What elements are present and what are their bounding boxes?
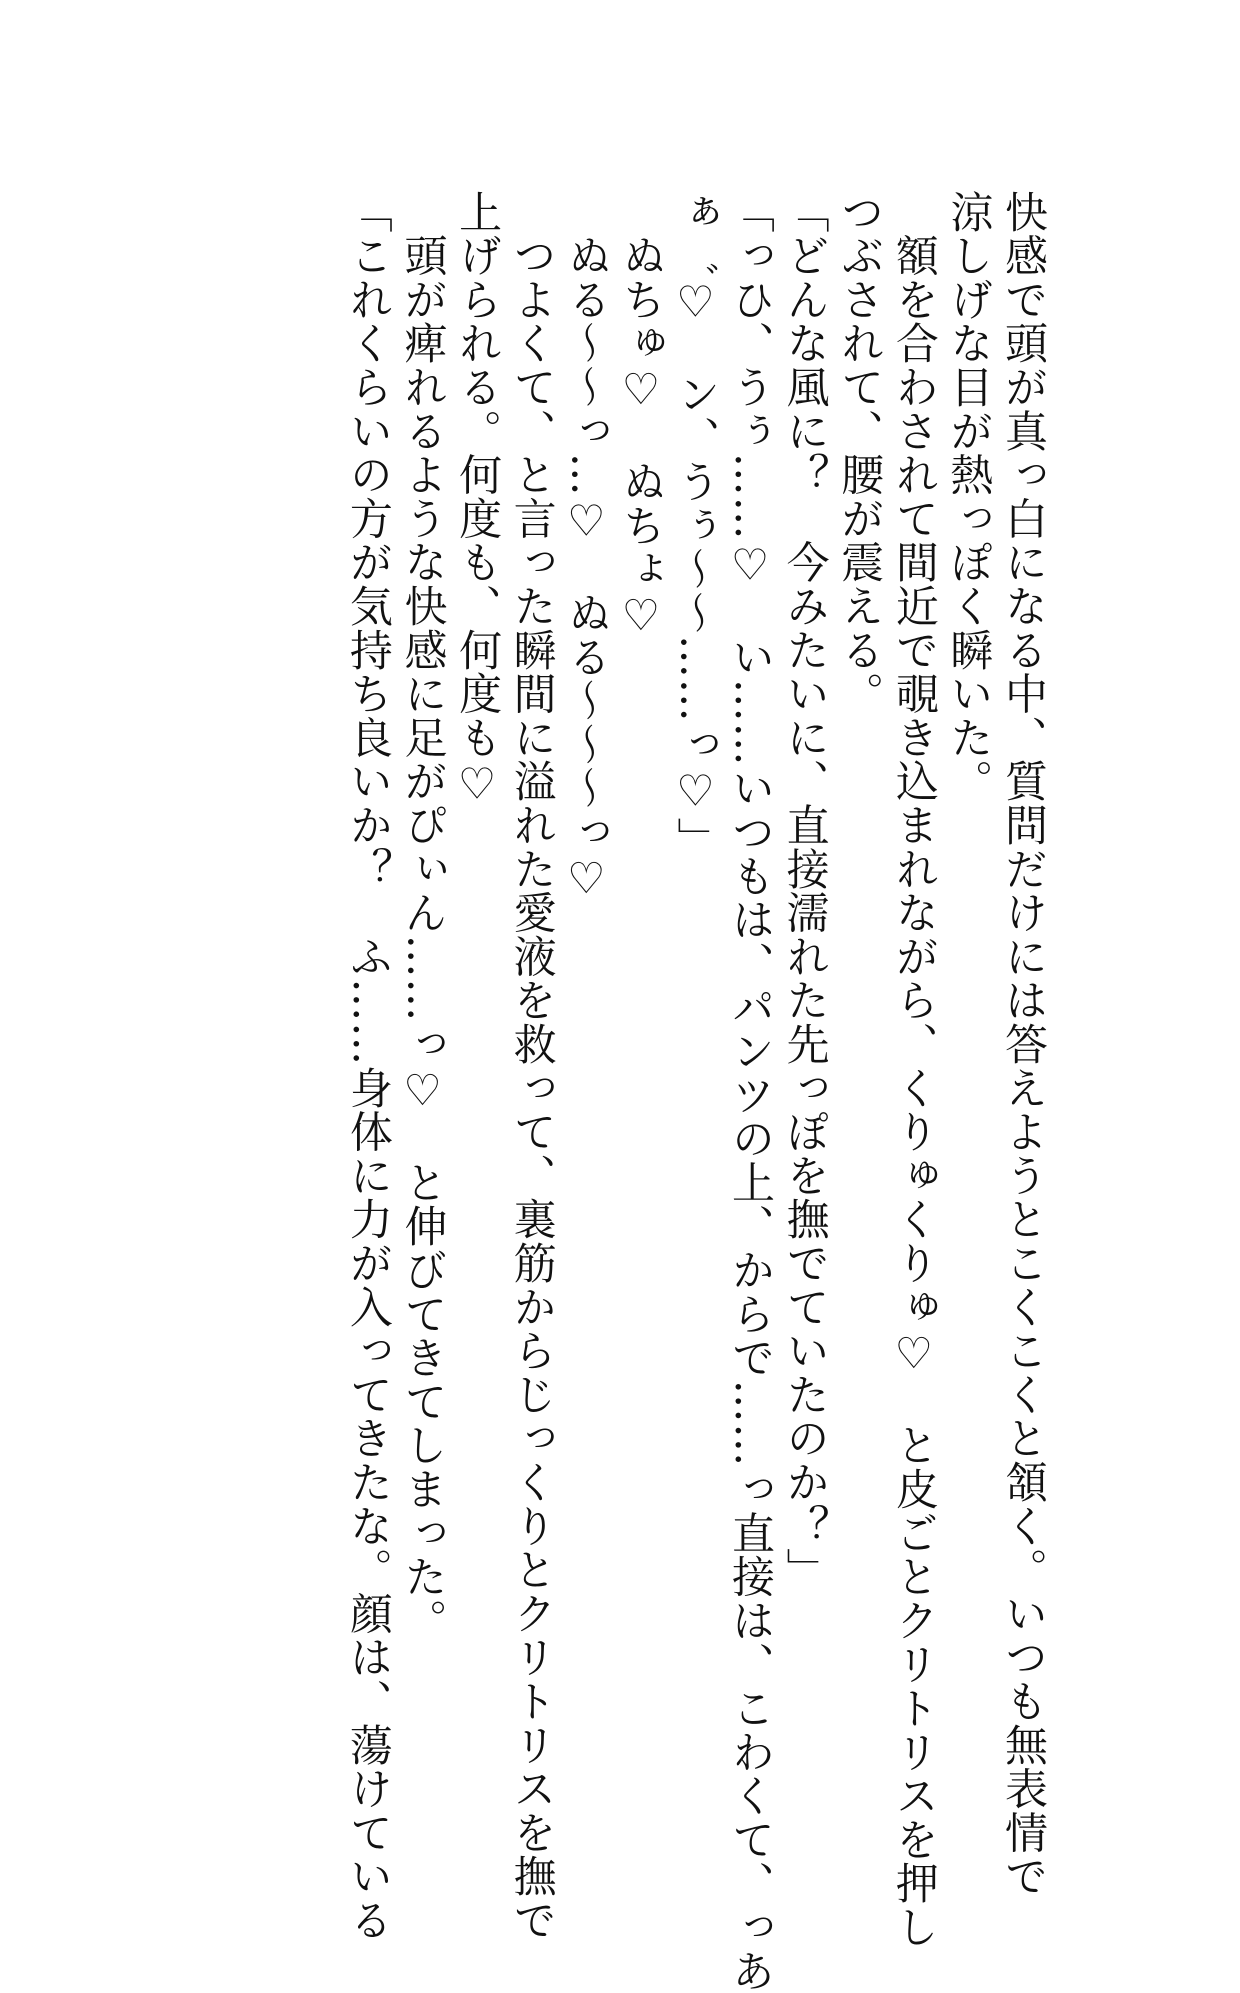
text-line: 快感で頭が真っ白になる中、質問だけには答えようとこくこくと頷く。いつも無表情で	[998, 190, 1048, 1899]
text-line: ぬる〜〜っ…♡ ぬる〜〜〜っ♡	[561, 190, 612, 905]
vertical-text-body	[170, 190, 1050, 1993]
text-line: 「これくらいの方が気持ち良いか？ ふ……身体に力が入ってきたな。顔は、蕩けている	[342, 190, 393, 1942]
text-line: 頭が痺れるような快感に足がぴぃん……っ♡ と伸びてきてしまった。	[397, 190, 448, 1643]
text-line: 額を合わされて間近で覗き込まれながら、くりゅくりゅ♡ と皮ごとクリトリスを押し	[888, 190, 939, 1949]
text-line: つぶされて、腰が震える。	[834, 190, 885, 716]
text-line: つよくて、と言った瞬間に溢れた愛液を救って、裏筋からじっくりとクリトリスを撫で	[506, 190, 557, 1942]
text-line: 上げられる。何度も、何度も♡	[452, 190, 503, 811]
text-line: ぬちゅ♡ ぬちょ♡	[615, 190, 666, 642]
text-line: 涼しげな目が熱っぽく瞬いた。	[943, 190, 994, 804]
text-line: ぁ゛♡ ン、うぅ〜〜……っ♡」	[670, 190, 721, 861]
text-line: 「どんな風に？ 今みたいに、直接濡れた先っぽを撫でていたのか？」	[779, 190, 830, 1592]
text-line: 「っひ、うぅ……♡ い……いつもは、パンツの上、からで……っ直接は、こわくて、っあ	[725, 190, 776, 1993]
